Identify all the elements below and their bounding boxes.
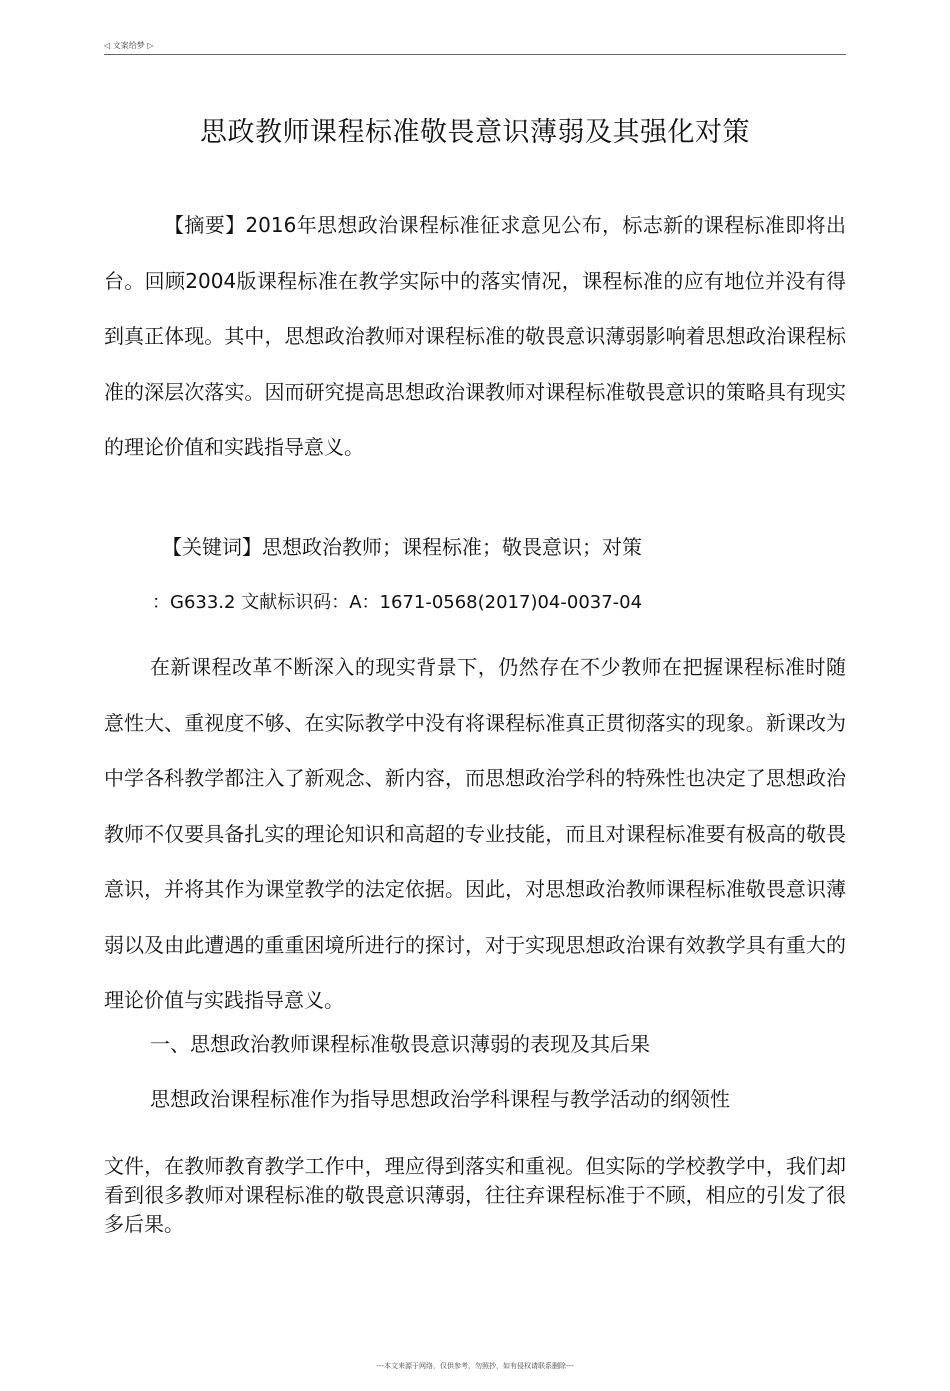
header-divider [104,54,846,55]
keywords-line: 【关键词】思想政治教师；课程标准；敬畏意识；对策 [162,535,642,559]
abstract-paragraph: 【摘要】2016年思想政治课程标准征求意见公布，标志新的课程标准即将出台。回顾2004版课程标准在教学实际中的落实情况，课程标准的应有地位并没有得到真正体现。其中，思想政治教师对课程标准的敬畏意识薄弱影响着思想政治课程标准的深层次落实。因而研究提高思想政治课教师对课程标准敬畏意识的策略具有现实的理论价值和实践指导意义。 [104,213,846,459]
section-heading: 一、思想政治教师课程标准敬畏意识薄弱的表现及其后果 [150,1032,650,1056]
document-title: 思政教师课程标准敬畏意识薄弱及其强化对策 [200,117,750,149]
body-paragraph-continuation: 文件，在教师教育教学工作中，理应得到落实和重视。但实际的学校教学中，我们却看到很多教师对课程标准的敬畏意识薄弱，往往弃课程标准于不顾，相应的引发了很多后果。 [104,1154,846,1236]
body-paragraph: 在新课程改革不断深入的现实背景下，仍然存在不少教师在把握课程标准时随意性大、重视度不够、在实际教学中没有将课程标准真正贯彻落实的现象。新课改为中学各科教学都注入了新观念、新内容，而思想政治学科的特殊性也决定了思想政治教师不仅要具备扎实的理论知识和高超的专业技能，而且对课程标准要有极高的敬畏意识，并将其作为课堂教学的法定依据。因此，对思想政治教师课程标准敬畏意识薄弱以及由此遭遇的重重困境所进行的探讨，对于实现思想政治课有效教学具有重大的理论价值与实践指导意义。 [104,655,846,1012]
page-footer: ---本文来源于网络，仅供参考，勿照抄，如有侵权请联系删除--- [376,1362,574,1370]
classification-number-line: ：G633.2 文献标识码：A：1671-0568(2017)04-0037-04 [152,592,643,613]
page-header: ◁ 文案给梦 ▷ [104,41,154,50]
body-paragraph-first-line: 思想政治课程标准作为指导思想政治学科课程与教学活动的纲领性 [150,1087,730,1111]
